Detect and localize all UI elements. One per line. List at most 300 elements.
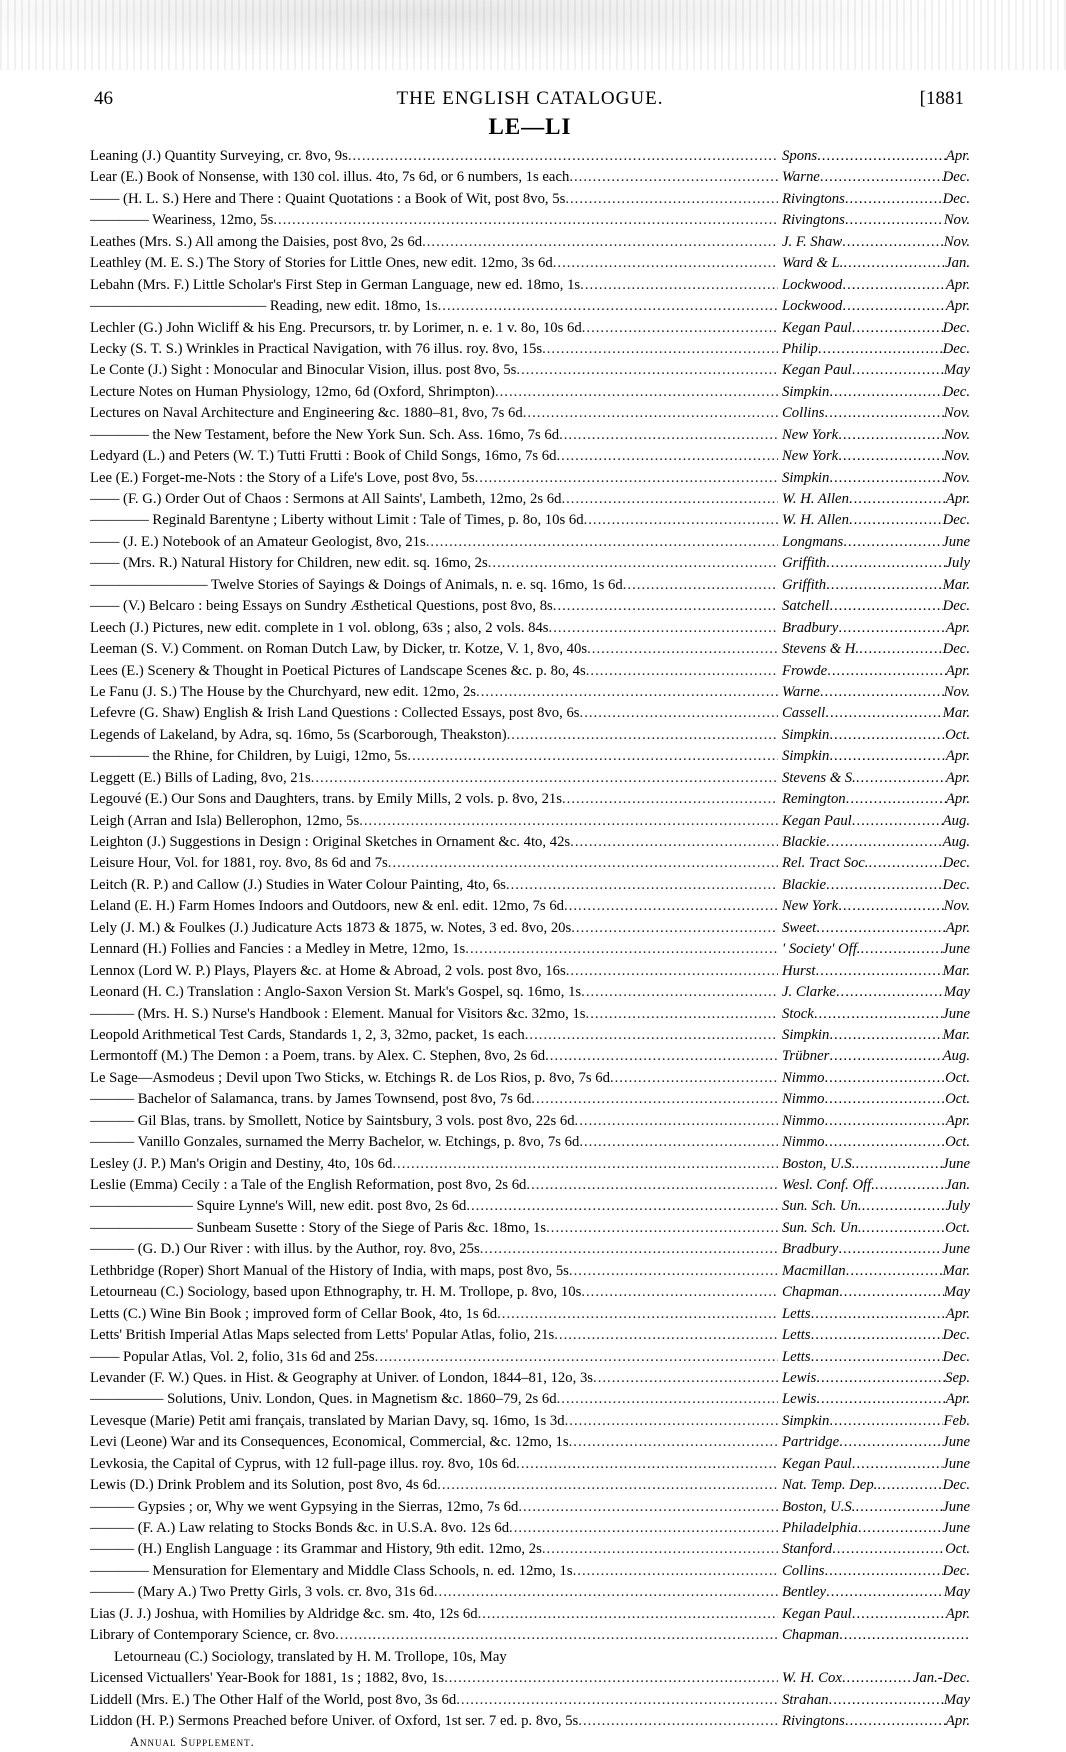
leader-dots [829,468,943,489]
leader-dots [523,403,778,424]
leader-dots [845,1711,946,1732]
leader-dots [557,1389,778,1410]
leader-dots [562,789,778,810]
entry-month: Apr. [945,791,970,808]
leader-dots [852,360,944,381]
catalogue-entry [90,1282,970,1303]
entry-publisher: W. H. Cox [782,1670,842,1687]
entry-month: Oct. [945,1091,970,1108]
entry-publisher: Kegan Paul [782,1455,852,1472]
entry-month: Oct. [945,1219,970,1236]
catalogue-entry [90,446,970,467]
entry-text: Letourneau (C.) Sociology, based upon Ethnography, tr. H. M. Trollope, p. 8vo, 10s [90,1284,582,1301]
entry-text: Lennox (Lord W. P.) Plays, Players &c. at Home & Abroad, 2 vols. post 8vo, 16s [90,962,566,979]
entry-month: Mar. [942,1262,970,1279]
entry-publisher: ' Society' Off. [782,941,861,958]
leader-dots [849,510,943,531]
leader-dots [846,1261,943,1282]
entry-month: Nov. [943,233,970,250]
leader-dots [422,232,778,253]
catalogue-entry [90,167,970,188]
entry-month: Dec. [942,512,970,529]
entry-publisher: Hurst [782,962,816,979]
entry-month: July [945,1198,970,1215]
entry-publisher: Macmillan [782,1262,846,1279]
entry-text: Leaning (J.) Quantity Surveying, cr. 8vo, 9s [90,148,348,164]
catalogue-entry [90,1561,970,1582]
entry-publisher: Blackie [782,876,827,893]
leader-dots [826,1582,944,1603]
entry-text: Liddell (Mrs. E.) The Other Half of the World, post 8vo, 3s 6d [90,1691,457,1708]
leader-dots [569,1261,778,1282]
leader-dots [375,1347,778,1368]
entry-publisher: Nimmo [782,1091,825,1108]
entry-month: Sep. [945,1369,970,1386]
entry-text: ———— the New Testament, before the New York Sun. Sch. Ass. 16mo, 7s 6d [90,426,560,443]
catalogue-entry [90,1132,970,1153]
catalogue-entry [90,1325,970,1346]
entry-month: Apr. [945,1112,970,1129]
entry-publisher: New York [782,898,839,915]
entry-text: Leitch (R. P.) and Callow (J.) Studies in Water Colour Painting, 4to, 6s [90,876,506,893]
catalogue-entry [90,1196,970,1217]
catalogue-entry [90,468,970,489]
leader-dots [581,1282,778,1303]
leader-dots [553,596,778,617]
entry-month: June [942,1434,970,1451]
entry-month: Mar. [942,705,970,722]
catalogue-entry [90,189,970,210]
entry-month: May [943,1284,970,1301]
entry-text: Legends of Lakeland, by Adra, sq. 16mo, 5s (Scarborough, Theakston) [90,726,507,743]
leader-dots [839,1625,970,1646]
entry-publisher: Chapman [782,1627,840,1644]
catalogue-entry [90,1711,970,1732]
catalogue-entry [90,1475,970,1496]
leader-dots [392,1154,778,1175]
catalogue-entry [90,210,970,231]
entry-publisher: Remington [782,791,846,808]
entry-publisher: Letts [782,1305,811,1322]
catalogue-entry [90,1411,970,1432]
leader-dots [554,1325,778,1346]
catalogue-page [90,88,970,1752]
catalogue-entry [90,232,970,253]
leader-dots [610,1068,778,1089]
catalogue-entry [90,832,970,853]
entry-month: Aug. [942,1048,970,1065]
entry-text: Lees (E.) Scenery & Thought in Poetical Pictures of Landscape Scenes &c. p. 8o, 4s [90,662,586,679]
catalogue-entry [90,811,970,832]
leader-dots [824,1561,942,1582]
entry-month: Apr. [945,1391,970,1408]
leader-dots [506,875,778,896]
leader-dots [818,339,943,360]
entry-text: Lebahn (Mrs. F.) Little Scholar's First Step in German Language, new ed. 18mo, 1s [90,276,581,293]
entry-publisher: Lockwood [782,276,843,293]
entry-publisher: W. H. Allen [782,491,849,507]
entry-text: ———— the Rhine, for Children, by Luigi, 12mo, 5s [90,748,408,765]
leader-dots [516,360,778,381]
leader-dots [849,489,946,510]
entry-publisher: Rel. Tract Soc. [782,855,869,872]
entry-text: Lermontoff (M.) The Demon : a Poem, trans. by Alex. C. Stephen, 8vo, 2s 6d [90,1048,546,1065]
leader-dots [816,1368,945,1389]
leader-dots [545,1046,778,1067]
entry-text: Lecky (S. T. S.) Wrinkles in Practical Navigation, with 76 illus. roy. 8vo, 15s [90,340,543,357]
entry-publisher: Strahan [782,1691,829,1708]
entry-text: ——— (Mrs. H. S.) Nurse's Handbook : Element. Manual for Visitors &c. 32mo, 1s [90,1005,586,1022]
entry-publisher: Bentley [782,1584,827,1601]
entry-publisher: Partridge [782,1434,840,1451]
leader-dots [842,1668,913,1689]
leader-dots [855,1497,942,1518]
catalogue-entry [90,253,970,274]
leader-dots [858,1518,942,1539]
catalogue-entry [90,768,970,789]
leader-dots [575,1111,778,1132]
entry-month: Apr. [945,662,970,679]
entry-text: Levkosia, the Capital of Cyprus, with 12 full-page illus. roy. 8vo, 10s 6d [90,1455,517,1472]
entry-text: Leonard (H. C.) Translation : Anglo-Saxon Version St. Mark's Gospel, sq. 16mo, 1s [90,984,582,1001]
entry-month: May [943,1584,970,1601]
entry-text: Lectures on Naval Architecture and Engineering &c. 1880–81, 8vo, 7s 6d [90,405,523,422]
leader-dots [273,210,778,231]
leader-dots [859,639,943,660]
leader-dots [815,961,942,982]
leader-dots [829,1046,942,1067]
leader-dots [855,1154,942,1175]
entry-text: Lefevre (G. Shaw) English & Irish Land Questions : Collected Essays, post 8vo, 6s [90,705,580,722]
catalogue-entry [90,1068,970,1089]
entry-text: Le Conte (J.) Sight : Monocular and Binocular Vision, illus. post 8vo, 5s [90,362,517,379]
entry-publisher: J. Clarke [782,984,836,1001]
leader-dots [584,510,778,531]
leader-dots [860,939,942,960]
leader-dots [829,382,942,403]
leader-dots [437,1475,778,1496]
catalogue-entry [90,1025,970,1046]
entry-publisher: Stanford [782,1541,833,1558]
leader-dots [623,575,778,596]
entry-publisher: Stevens & S. [782,769,856,786]
entry-text: ———————————— Reading, new edit. 18mo, 1s [90,298,438,315]
catalogue-entry [90,1647,970,1668]
leader-dots [444,1668,778,1689]
entry-month: Apr. [945,769,970,786]
entry-month: Apr. [945,619,970,636]
page-number: 46 [94,88,113,109]
leader-dots [838,618,946,639]
entry-text: ———— Weariness, 12mo, 5s [90,212,274,229]
entry-publisher: Simpkin [782,726,830,743]
entry-text: Legouvé (E.) Our Sons and Daughters, trans. by Emily Mills, 2 vols. p. 8vo, 21s [90,791,562,808]
leader-dots [827,661,946,682]
entry-text: Leech (J.) Pictures, new edit. complete in 1 vol. oblong, 63s ; also, 2 vols. 84s [90,619,549,636]
leader-dots [816,1389,946,1410]
entry-publisher: Simpkin [782,469,830,486]
leader-dots [826,553,945,574]
leader-dots [565,189,778,210]
catalogue-entry [90,896,970,917]
leader-dots [542,339,778,360]
catalogue-entry [90,532,970,553]
entry-month: Dec. [942,1477,970,1494]
leader-dots [856,768,946,789]
leader-dots [571,918,778,939]
catalogue-entry [90,1239,970,1260]
catalogue-entry [90,1154,970,1175]
entry-text: —— (J. E.) Notebook of an Amateur Geologist, 8vo, 21s [90,533,426,550]
entry-text: Lennard (H.) Follies and Fancies : a Medley in Metre, 12mo, 1s [90,941,466,958]
entry-text: Le Sage—Asmodeus ; Devil upon Two Sticks, w. Etchings R. de Los Rios, p. 8vo, 7s 6d [90,1069,610,1086]
entry-text: Leopold Arithmetical Test Cards, Standards 1, 2, 3, 32mo, packet, 1s each [90,1026,525,1043]
entry-publisher: Philip [782,340,818,357]
entry-month: Nov. [943,448,970,465]
catalogue-entry [90,961,970,982]
leader-dots [556,446,778,467]
catalogue-entry [90,510,970,531]
entry-publisher: Kegan Paul [782,362,852,379]
leader-dots [580,703,778,724]
catalogue-entry [90,618,970,639]
leader-dots [509,1518,778,1539]
leader-dots [578,1711,778,1732]
leader-dots [811,1347,943,1368]
entry-publisher: Wesl. Conf. Off. [782,1177,875,1193]
catalogue-entry [90,1454,970,1475]
leader-dots [465,939,778,960]
leader-dots [868,853,942,874]
entry-publisher: Nimmo [782,1112,825,1129]
entry-month: June [942,941,970,958]
entry-month: Dec. [942,855,970,872]
entry-publisher: Stevens & H. [782,641,860,658]
entry-text: ——————— Squire Lynne's Will, new edit. post 8vo, 2s 6d [90,1198,467,1215]
leader-dots [824,1111,945,1132]
leader-dots [407,746,778,767]
leader-dots [581,982,778,1003]
catalogue-entry [90,1539,970,1560]
entry-text: ——— Gypsies ; or, Why we went Gypsying in the Sierras, 12mo, 7s 6d [90,1498,519,1515]
leader-dots [586,1004,778,1025]
entry-text: ————— Solutions, Univ. London, Ques. in Magnetism &c. 1860–79, 2s 6d [90,1391,557,1408]
leader-dots [593,1368,778,1389]
leader-dots [570,832,778,853]
catalogue-entry [90,425,970,446]
entry-month: Dec. [942,1562,970,1579]
leader-dots [456,1690,778,1711]
catalogue-entry [90,789,970,810]
catalogue-entry [90,1261,970,1282]
leader-dots [553,253,778,274]
leader-dots [843,253,945,274]
entry-publisher: Blackie [782,834,827,850]
entry-month: Apr. [945,148,970,164]
entry-text: Lely (J. M.) & Foulkes (J.) Judicature Acts 1873 & 1875, w. Notes, 3 ed. 8vo, 20s [90,919,572,936]
scan-edge [0,0,1066,70]
leader-dots [862,1218,946,1239]
catalogue-entry [90,1175,970,1196]
leader-dots [569,1432,778,1453]
catalogue-entry [90,339,970,360]
entry-text: Leggett (E.) Bills of Lading, 8vo, 21s [90,769,311,786]
entry-publisher: Boston, U.S. [782,1498,856,1515]
entry-text: Lewis (D.) Drink Problem and its Solution, post 8vo, 4s 6d [90,1477,438,1494]
leader-dots [877,1475,942,1496]
leader-dots [826,832,943,853]
entry-text: ——— (H.) English Language : its Grammar and History, 9th edit. 12mo, 2s [90,1541,542,1558]
catalogue-entry [90,275,970,296]
entry-month: Nov. [943,469,970,486]
entry-text: Le Fanu (J. S.) The House by the Churchyard, new edit. 12mo, 2s [90,683,477,700]
leader-dots [852,1604,946,1625]
entry-month: Dec. [942,190,970,207]
leader-dots [478,1604,778,1625]
entry-text: Leeman (S. V.) Comment. on Roman Dutch Law, by Dicker, tr. Kotze, V. 1, 8vo, 40s [90,641,588,658]
leader-dots [531,1089,778,1110]
entry-publisher: Simpkin [782,383,830,400]
entry-month: Jan. [945,1177,970,1193]
leader-dots [843,532,942,553]
entry-month: Dec. [942,598,970,615]
leader-dots [811,1325,943,1346]
catalogue-entry [90,939,970,960]
leader-dots [829,596,942,617]
catalogue-entry [90,1604,970,1625]
leader-dots [525,1025,778,1046]
entry-month: Apr. [945,1712,970,1729]
catalogue-entry [90,1004,970,1025]
entry-month: Apr. [945,748,970,765]
catalogue-entry [90,703,970,724]
entry-month: Mar. [942,962,970,979]
leader-dots [838,446,944,467]
entry-text: ——— (Mary A.) Two Pretty Girls, 3 vols. cr. 8vo, 31s 6d [90,1584,434,1601]
entry-publisher: Nat. Temp. Dep. [782,1477,878,1494]
entry-text: Leisure Hour, Vol. for 1881, roy. 8vo, 8s 6d and 7s [90,855,388,872]
leader-dots [348,146,778,167]
leader-dots [816,918,946,939]
entry-month: Nov. [943,405,970,422]
catalogue-entry [90,875,970,896]
entry-text: Leathes (Mrs. S.) All among the Daisies, post 8vo, 2s 6d [90,233,423,250]
entry-text: Leslie (Emma) Cecily : a Tale of the English Reformation, post 8vo, 2s 6d [90,1177,527,1193]
entry-publisher: W. H. Allen [782,512,849,529]
entry-publisher: Trübner [782,1048,830,1065]
leader-dots [845,189,943,210]
entry-publisher: Sun. Sch. Un. [782,1219,862,1236]
catalogue-entry [90,1389,970,1410]
entry-publisher: Sweet [782,919,817,936]
leader-dots [497,1304,778,1325]
entry-month: June [942,1005,970,1022]
leader-dots [817,146,946,167]
entry-publisher: Nimmo [782,1069,825,1086]
entry-publisher: Stock [782,1005,814,1022]
entry-month: Nov. [943,426,970,443]
leader-dots [542,1539,778,1560]
entry-text: Levesque (Marie) Petit ami français, translated by Marian Davy, sq. 16mo, 1s 3d [90,1412,565,1429]
footer-signature: Annual Supplement. [130,1735,255,1750]
leader-dots [434,1582,778,1603]
catalogue-entry [90,1218,970,1239]
leader-dots [488,553,778,574]
entry-month: Aug. [942,834,970,850]
entry-publisher: Spons [782,148,818,164]
entry-text: —— (Mrs. R.) Natural History for Children, new edit. sq. 16mo, 2s [90,555,488,572]
leader-dots [824,1068,945,1089]
catalogue-entry [90,982,970,1003]
catalogue-entry [90,918,970,939]
entry-month: Oct. [945,1069,970,1086]
leader-dots [811,1304,946,1325]
entry-text: Lesley (J. P.) Man's Origin and Destiny, 4to, 10s 6d [90,1155,393,1172]
entry-publisher: Chapman [782,1284,840,1301]
entry-list [90,146,970,1732]
entry-publisher: Bradbury [782,1241,839,1258]
entry-month: Oct. [945,1541,970,1558]
catalogue-entry [90,853,970,874]
entry-month: Apr. [945,298,970,315]
entry-publisher: Simpkin [782,1412,830,1429]
leader-dots [842,296,946,317]
leader-dots [826,875,943,896]
catalogue-entry [90,1582,970,1603]
catalogue-entry [90,146,970,167]
leader-dots [495,382,778,403]
leader-dots [587,639,778,660]
entry-text: ——— Vanillo Gonzales, surnamed the Merry Bachelor, w. Etchings, p. 8vo, 7s 6d [90,1134,580,1151]
entry-month: Jan. [945,255,970,272]
leader-dots [564,896,778,917]
entry-month: June [942,1155,970,1172]
entry-text: ———— Reginald Barentyne ; Liberty without Limit : Tale of Times, p. 8o, 10s 6d [90,512,584,529]
entry-text: Lee (E.) Forget-me-Nots : the Story of a Life's Love, post 8vo, 5s [90,469,475,486]
entry-month: Oct. [945,1134,970,1151]
entry-month: Aug. [942,812,970,829]
entry-month: Nov. [943,212,970,229]
catalogue-entry [90,1111,970,1132]
leader-dots [311,768,778,789]
leader-dots [814,1004,942,1025]
entry-text: Ledyard (L.) and Peters (W. T.) Tutti Frutti : Book of Child Songs, 16mo, 7s 6d [90,448,557,465]
entry-text: Lethbridge (Roper) Short Manual of the History of India, with maps, post 8vo, 5s [90,1262,569,1279]
entry-text: Letts (C.) Wine Bin Book ; improved form of Cellar Book, 4to, 1s 6d [90,1305,498,1322]
entry-month: May [943,1691,970,1708]
leader-dots [832,1539,945,1560]
entry-month: May [943,984,970,1001]
entry-text: ——— Gil Blas, trans. by Smollett, Notice by Saintsbury, 3 vols. post 8vo, 22s 6d [90,1112,575,1129]
entry-month: Dec. [942,319,970,336]
entry-publisher: New York [782,426,839,443]
entry-month: Dec. [942,1327,970,1344]
entry-month: June [942,1520,970,1536]
entry-publisher: Bradbury [782,619,839,636]
entry-month: Apr. [945,919,970,936]
entry-publisher: Frowde [782,662,828,679]
entry-publisher: Boston, U.S. [782,1155,856,1172]
leader-dots [335,1625,778,1646]
catalogue-entry [90,296,970,317]
section-heading: LE—LI [488,114,572,139]
leader-dots [852,318,943,339]
leader-dots [836,982,944,1003]
entry-month: Feb. [943,1412,970,1429]
entry-month: Dec. [942,383,970,400]
leader-dots [826,575,943,596]
leader-dots [582,318,778,339]
